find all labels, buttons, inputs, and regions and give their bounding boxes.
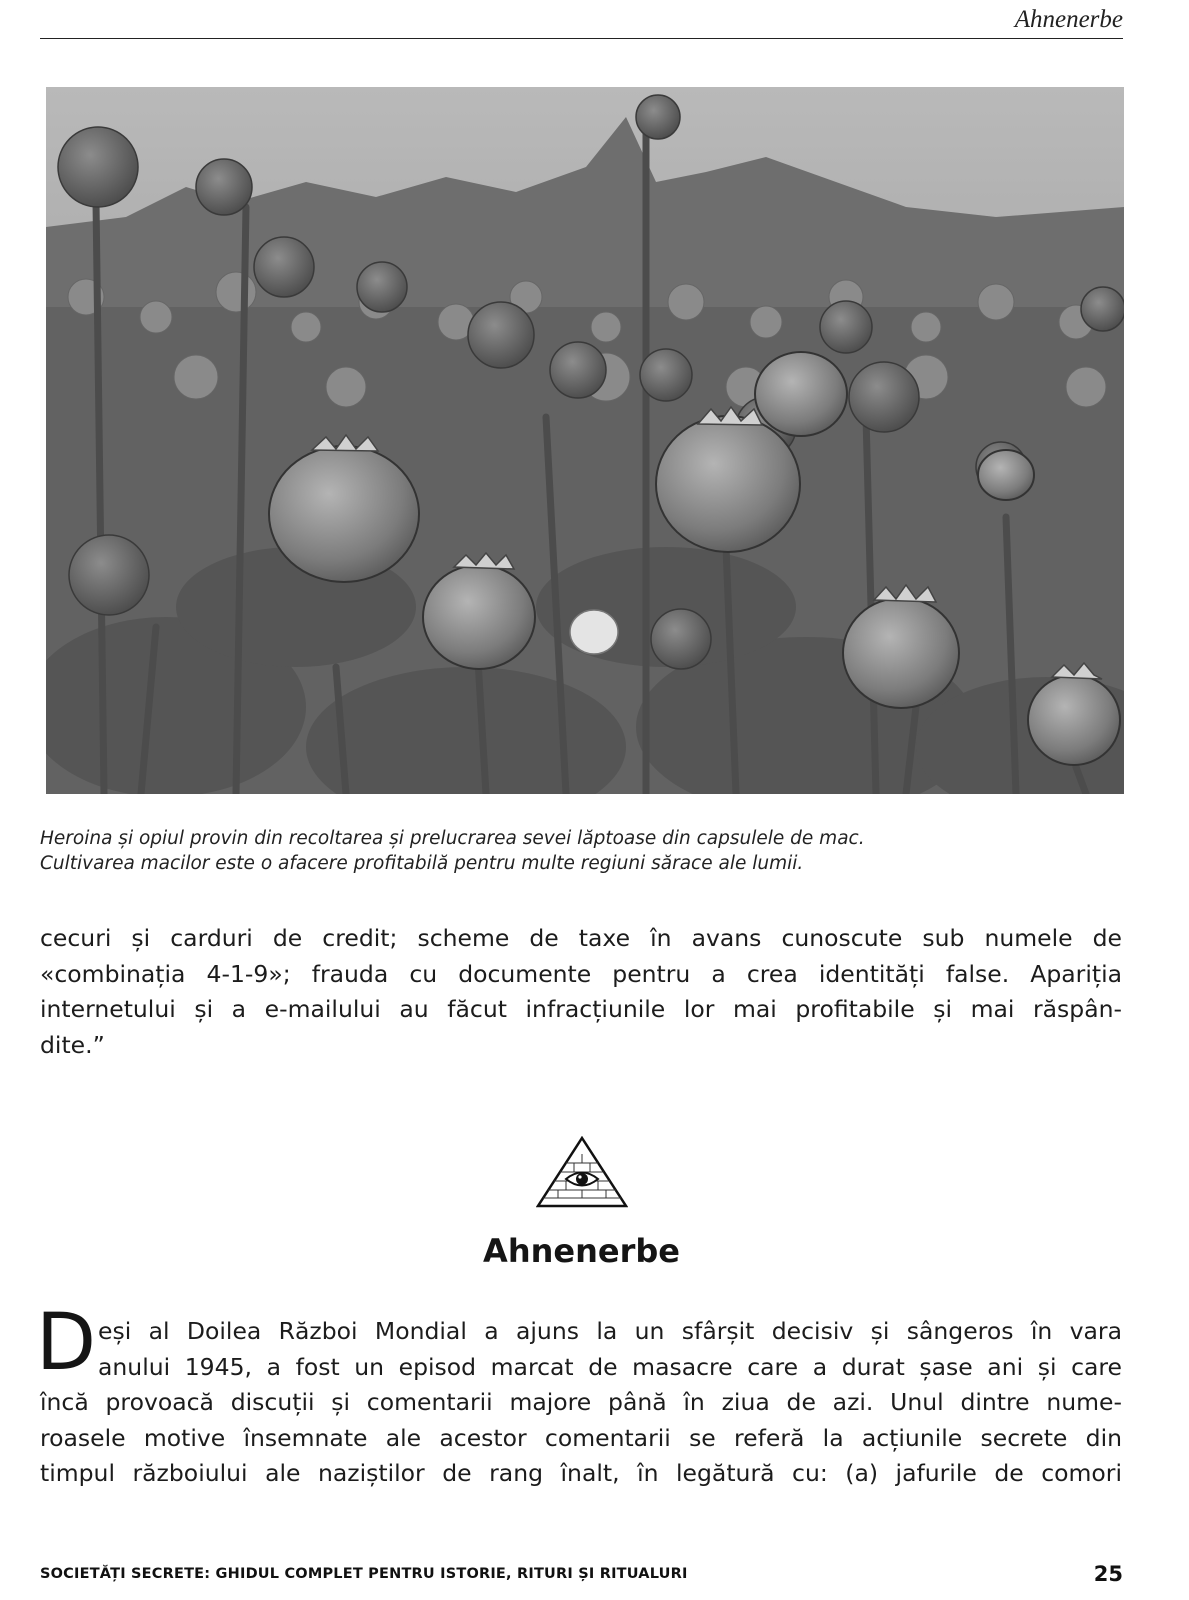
- all-seeing-eye-pyramid-icon: [536, 1136, 628, 1208]
- text-line: cecuri și carduri de credit; scheme de taxe în avans cunoscute sub numele de: [40, 924, 1122, 952]
- text-line: timpul războiului ale naziștilor de rang înalt, în legătură cu: (a) jafurile de comori: [40, 1459, 1122, 1487]
- text-line: încă provoacă discuții și comentarii majore până în ziua de azi. Unul dintre nume-: [40, 1388, 1122, 1416]
- text-line: dite.”: [40, 1030, 105, 1059]
- footer-book-title: SOCIETĂȚI SECRETE: GHIDUL COMPLET PENTRU ISTORIE, RITURI ȘI RITUALURI: [40, 1566, 688, 1582]
- text-line: roasele motive însemnate ale acestor comentarii se referă la acțiunile secrete din: [40, 1423, 1122, 1452]
- text-line: eși al Doilea Război Mondial a ajuns la un sfârșit decisiv și sângeros în vara: [98, 1317, 1122, 1345]
- caption-line: Heroina și opiul provin din recoltarea și prelucrarea sevei lăptoase din capsulele de mac.: [40, 828, 865, 849]
- section-paragraph: [40, 1314, 1122, 1492]
- text-line: «combinația 4-1-9»; frauda cu documente pentru a crea identități false. Apariția: [40, 959, 1122, 988]
- header-rule: [40, 38, 1123, 39]
- text-line: anului 1945, a fost un episod marcat de masacre care a durat șase ani și care: [98, 1352, 1122, 1381]
- text-line: internetului și a e-mailului au făcut infracțiunile lor mai profitabile și mai răspân-: [40, 995, 1122, 1023]
- figure-caption: [40, 826, 1120, 876]
- page-number: 25: [1093, 1562, 1123, 1586]
- caption-line: Cultivarea macilor este o afacere profitabilă pentru multe regiuni sărace ale lumii.: [40, 853, 804, 874]
- poppy-field-illustration: [46, 87, 1124, 794]
- poppy-field-photo: [46, 87, 1124, 794]
- paragraph-continued: [40, 921, 1122, 1063]
- section-title: Ahnenerbe: [483, 1232, 680, 1270]
- drop-cap: D: [36, 1298, 97, 1388]
- running-head: Ahnenerbe: [1014, 6, 1123, 33]
